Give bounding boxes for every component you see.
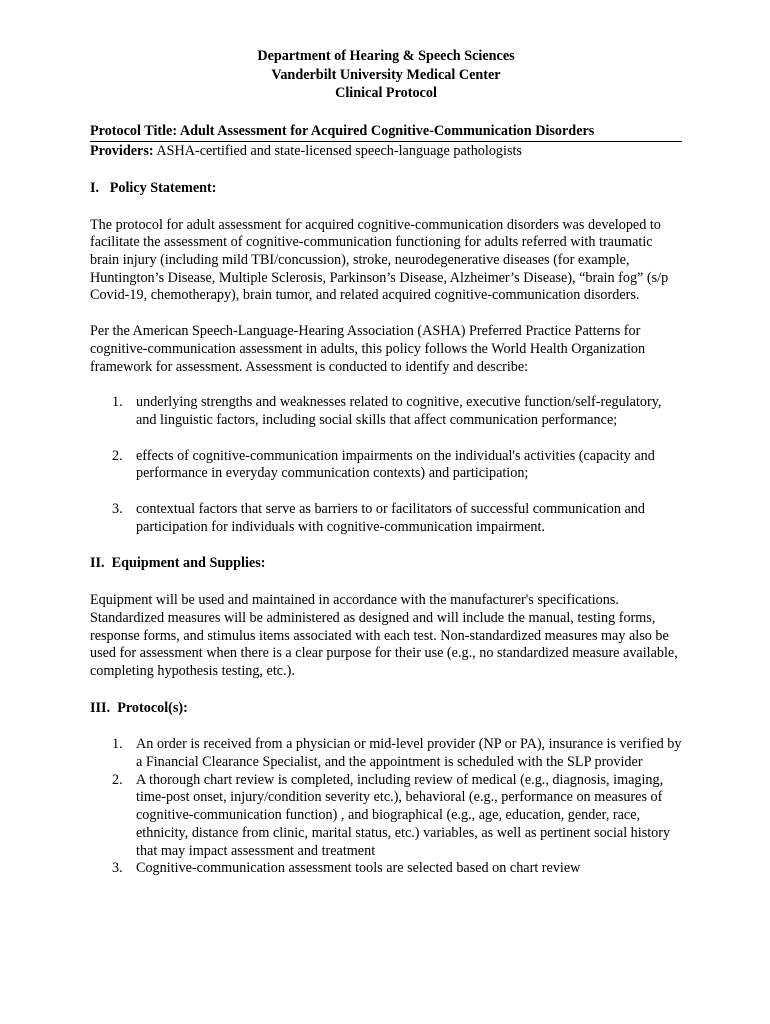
policy-paragraph-1: The protocol for adult assessment for acquired cognitive-communication disorders was developed to facilitate the assessment of cognitive-communication functioning for adults referred with traumatic brain injury (including mild TBI/concussion), stroke, neurodegenerative diseases (for example, Huntington’s Disease, Multiple Sclerosis, Parkinson’s Disease, Alzheimer’s Disease), “brain fog” (s/p Covid-19, chemotherapy), brain tumor, and related acquired cognitive-communication disorders. [90, 216, 669, 304]
document-header [90, 47, 682, 103]
list-item-number: 1. [112, 736, 123, 753]
list-item [90, 860, 682, 878]
list-item [90, 394, 682, 429]
list-item-text: An order is received from a physician or mid-level provider (NP or PA), insurance is verified by a Financial Clearance Specialist, and the appointment is scheduled with the SLP provider [136, 736, 682, 771]
providers-label: Providers: [90, 143, 154, 160]
equipment-paragraph: Equipment will be used and maintained in accordance with the manufacturer's specifications. Standardized measures will be administered as designed and will include the manual, testing forms, response forms, and stimulus items associated with each test. Non-standardized measures may also be used for assessment when there is a clear purpose for their use (e.g., no standardized measure available, completing hypothesis testing, etc.). [90, 592, 678, 679]
list-item [90, 501, 682, 536]
section-heading-equipment: II. Equipment and Supplies: [90, 555, 266, 572]
institution-line: Vanderbilt University Medical Center [271, 66, 501, 83]
list-item [90, 772, 682, 861]
list-item-number: 3. [112, 860, 123, 877]
protocol-steps-list [90, 736, 682, 878]
document-type-line: Clinical Protocol [335, 85, 437, 101]
protocol-title: Protocol Title: Adult Assessment for Acquired Cognitive-Communication Disorders [90, 123, 682, 143]
list-item [90, 736, 682, 771]
list-item [90, 448, 682, 483]
department-line: Department of Hearing & Speech Sciences [257, 48, 515, 64]
list-item-text: contextual factors that serve as barriers to or facilitators of successful communication and participation for individuals with cognitive-communication impairment. [136, 501, 645, 535]
providers-line [90, 143, 682, 161]
list-item-number: 3. [112, 501, 123, 518]
policy-paragraph-2: Per the American Speech-Language-Hearing Association (ASHA) Preferred Practice Patterns for cognitive-communication assessment in adults, this policy follows the World Health Organization framework for assessment. Assessment is conducted to identify and describe: [90, 323, 646, 375]
list-item-text: A thorough chart review is completed, including review of medical (e.g., diagnosis, imaging, time-post onset, injury/condition severity etc.), behavioral (e.g., performance on measures of cognitive-communication function) , and biographical (e.g., age, education, gender, race, ethnicity, distance from clinic, marital status, etc.) variables, as well as pertinent social history that may impact assessment and treatment [136, 771, 671, 859]
assessment-goals-list [90, 394, 682, 536]
list-item-text: Cognitive-communication assessment tools are selected based on chart review [136, 860, 581, 877]
list-item-number: 1. [112, 394, 123, 411]
section-heading-policy: I. Policy Statement: [90, 179, 217, 196]
list-item-number: 2. [112, 447, 123, 464]
list-item-text: underlying strengths and weaknesses related to cognitive, executive function/self-regulatory, and linguistic factors, including social skills that affect communication performance; [136, 394, 662, 428]
list-item-number: 2. [112, 771, 123, 788]
section-heading-protocols: III. Protocol(s): [90, 699, 188, 716]
list-item-text: effects of cognitive-communication impairments on the individual's activities (capacity and performance in everyday communication contexts) and participation; [136, 447, 655, 482]
providers-text: ASHA-certified and state-licensed speech-language pathologists [153, 143, 522, 160]
